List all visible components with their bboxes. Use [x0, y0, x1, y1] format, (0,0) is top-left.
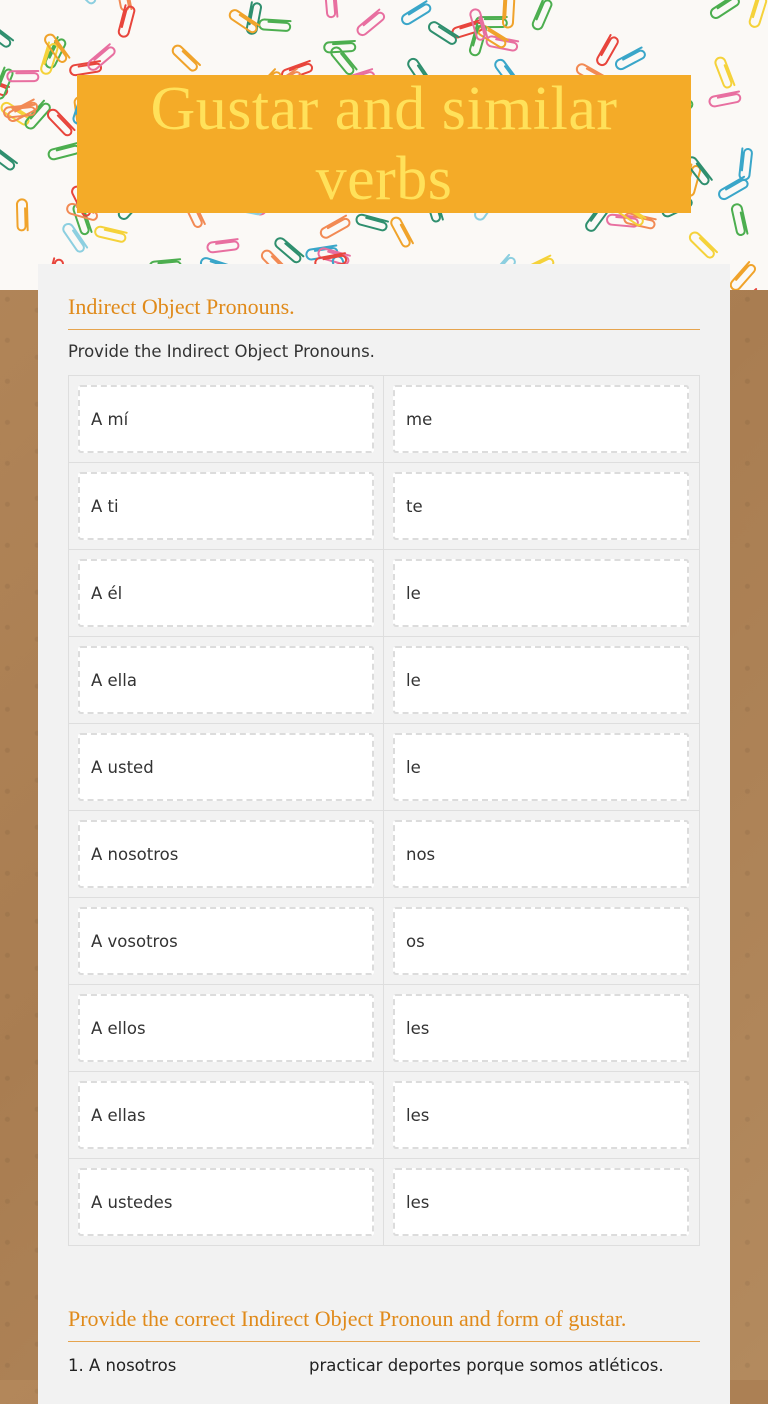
answer-box-left[interactable]: A él [78, 559, 374, 627]
page-title: Gustar and similar verbs [150, 75, 618, 213]
answer-box-right[interactable]: les [393, 1081, 689, 1149]
answer-box-left[interactable]: A mí [78, 385, 374, 453]
answer-box-right[interactable]: me [393, 385, 689, 453]
table-row [69, 463, 699, 550]
answer-box-left[interactable]: A ellos [78, 994, 374, 1062]
question-1-end: practicar deportes porque somos atléticos. [309, 1356, 664, 1375]
table-row [69, 1072, 699, 1159]
table-row [69, 376, 699, 463]
section-divider [68, 1341, 700, 1342]
table-row [69, 1159, 699, 1245]
answer-box-right[interactable]: le [393, 559, 689, 627]
question-1-start: 1. A nosotros [68, 1356, 177, 1375]
table-row [69, 724, 699, 811]
answer-box-left[interactable]: A vosotros [78, 907, 374, 975]
answer-box-right[interactable]: te [393, 472, 689, 540]
answer-box-left[interactable]: A ti [78, 472, 374, 540]
answer-box-left[interactable]: A ustedes [78, 1168, 374, 1236]
answer-box-right[interactable]: le [393, 733, 689, 801]
section-heading-gustar: Provide the correct Indirect Object Pronoun and form of gustar. [68, 1306, 627, 1331]
answer-box-right[interactable]: os [393, 907, 689, 975]
pronoun-table [68, 375, 700, 1246]
answer-box-right[interactable]: les [393, 994, 689, 1062]
answer-box-right[interactable]: les [393, 1168, 689, 1236]
instruction-text: Provide the Indirect Object Pronouns. [68, 342, 375, 361]
table-row [69, 550, 699, 637]
section-heading-pronouns: Indirect Object Pronouns. [68, 294, 295, 319]
answer-box-left[interactable]: A nosotros [78, 820, 374, 888]
worksheet-card [38, 264, 730, 1404]
answer-box-right[interactable]: le [393, 646, 689, 714]
header-banner [0, 0, 768, 290]
title-box [77, 75, 691, 213]
answer-box-right[interactable]: nos [393, 820, 689, 888]
table-row [69, 985, 699, 1072]
answer-box-left[interactable]: A ella [78, 646, 374, 714]
answer-box-left[interactable]: A ellas [78, 1081, 374, 1149]
table-row [69, 811, 699, 898]
table-row [69, 637, 699, 724]
section-divider [68, 329, 700, 330]
answer-box-left[interactable]: A usted [78, 733, 374, 801]
table-row [69, 898, 699, 985]
